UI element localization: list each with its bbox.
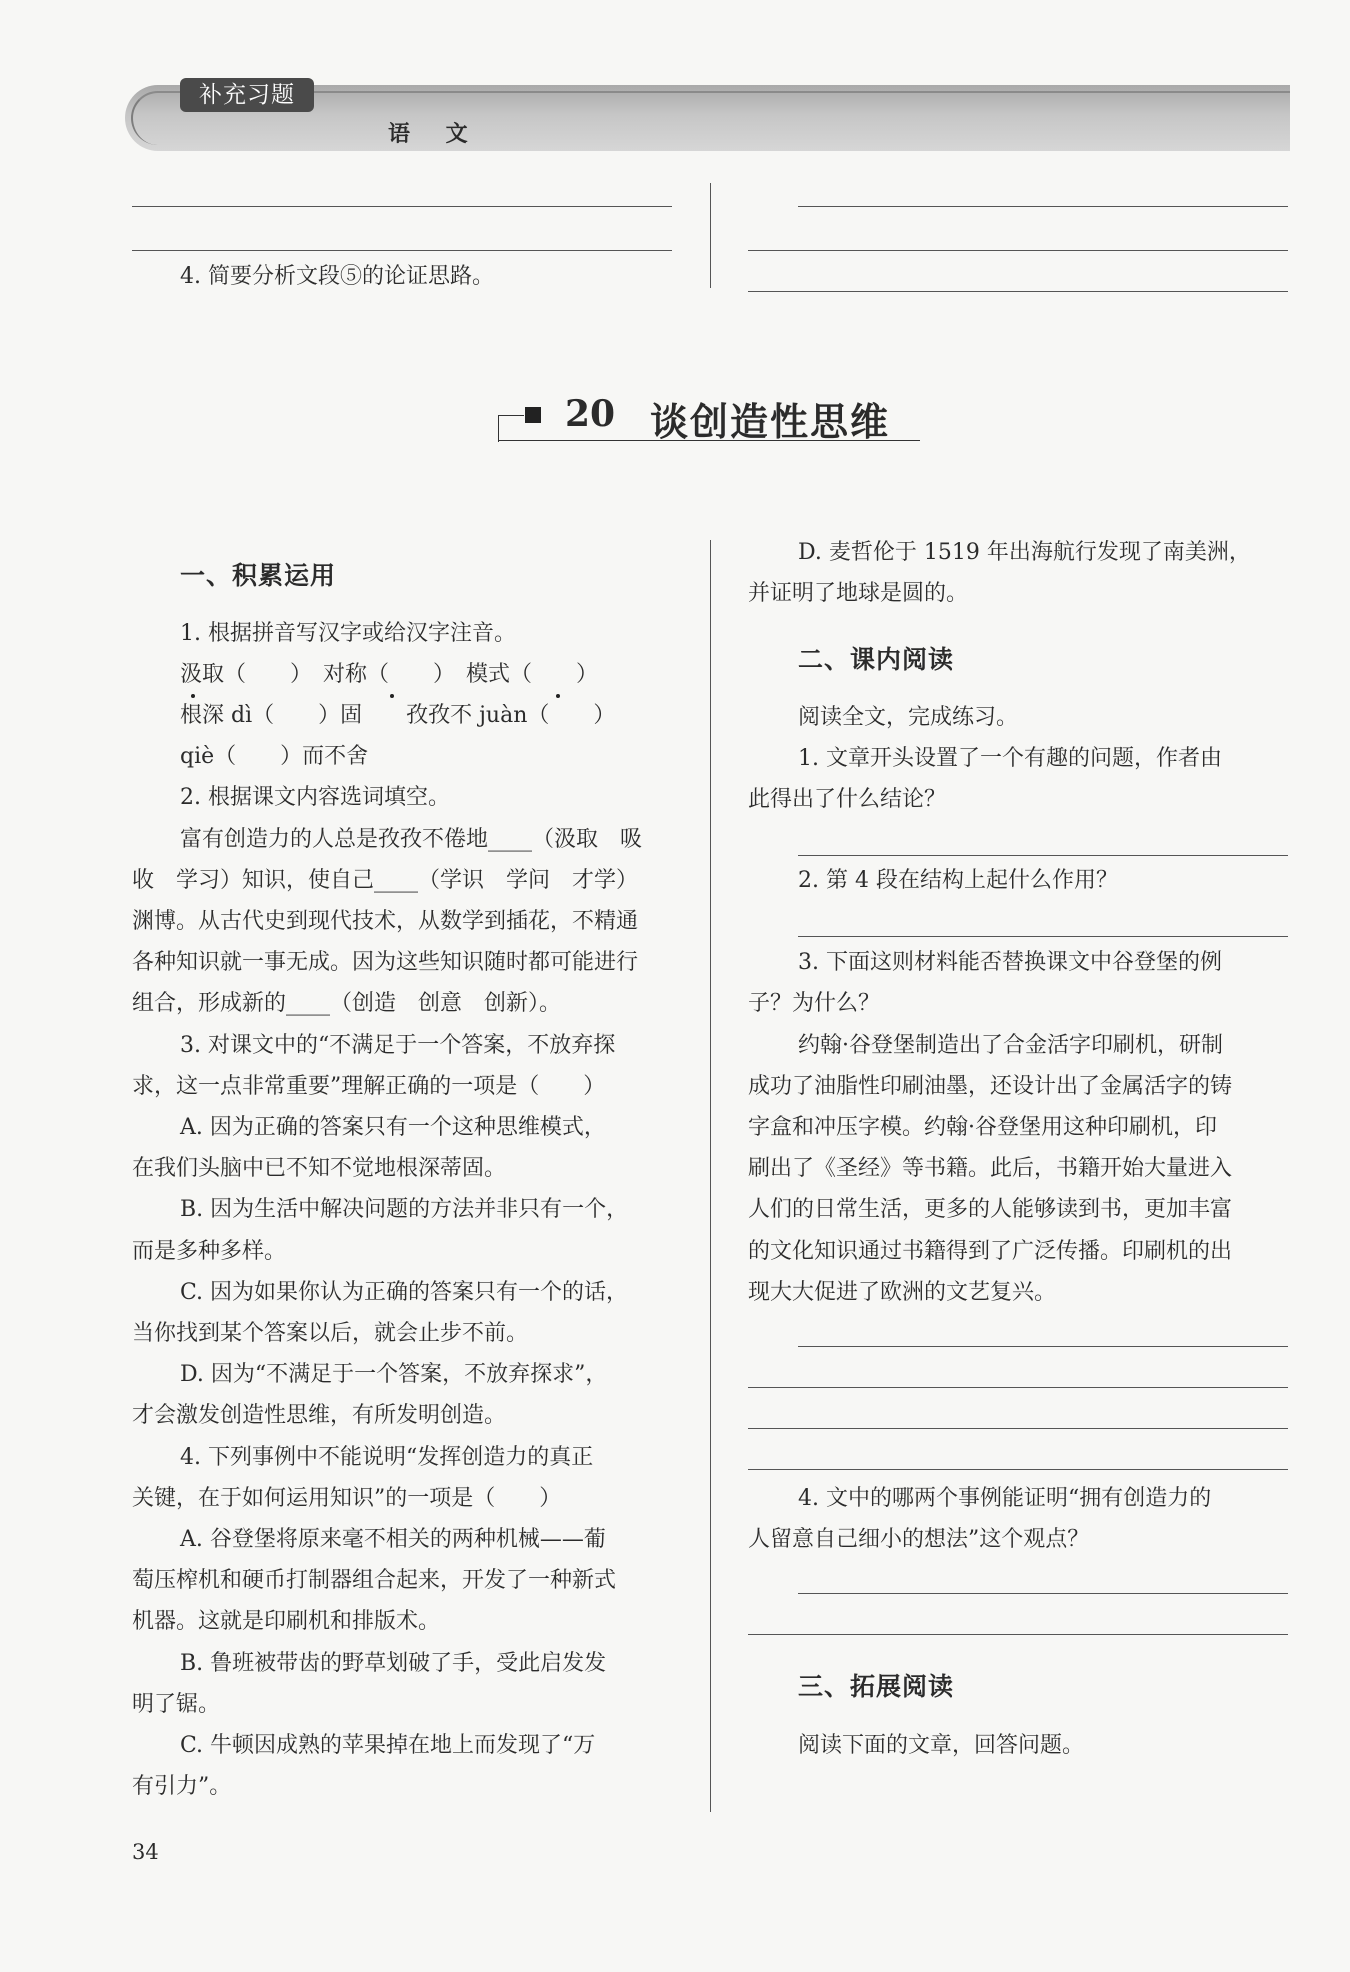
text-line: 组合，形成新的____（创造 创意 创新）。 <box>132 991 562 1016</box>
text-line: C. 因为如果你认为正确的答案只有一个的话， <box>180 1280 629 1305</box>
material-line: 的文化知识通过书籍得到了广泛传播。印刷机的出 <box>748 1239 1233 1264</box>
text-line: 汲取（ ） 对称（ ） 模式（ ） <box>180 662 599 687</box>
text-line: 各种知识就一事无成。因为这些知识随时都可能进行 <box>132 950 639 975</box>
answer-line <box>798 855 1288 856</box>
lesson-number: 20 <box>565 393 616 435</box>
answer-line <box>798 1593 1288 1594</box>
text-line: 收 学习）知识，使自己____（学识 学问 才学） <box>132 868 639 893</box>
material-line: 现大大促进了欧洲的文艺复兴。 <box>748 1280 1057 1305</box>
answer-line <box>132 206 672 207</box>
answer-line <box>748 1387 1288 1388</box>
option-d-line1: D. 麦哲伦于 1519 年出海航行发现了南美洲， <box>798 540 1251 565</box>
text-line: 明了锯。 <box>132 1692 221 1717</box>
answer-line <box>748 1634 1288 1635</box>
emphasis-dot <box>556 694 560 698</box>
text-line: C. 牛顿因成熟的苹果掉在地上而发现了“万 <box>180 1733 596 1758</box>
text-line: A. 谷登堡将原来毫不相关的两种机械——葡 <box>180 1527 606 1552</box>
text-line: qiè（ ）而不舍 <box>180 744 369 769</box>
question-3-line2: 子？为什么？ <box>748 991 881 1016</box>
text-line: 才会激发创造性思维，有所发明创造。 <box>132 1403 507 1428</box>
text-line: 求，这一点非常重要”理解正确的一项是（ ） <box>132 1074 606 1099</box>
material-line: 人们的日常生活，更多的人能够读到书，更加丰富 <box>748 1197 1233 1222</box>
question-2: 2. 第 4 段在结构上起什么作用？ <box>798 868 1118 893</box>
answer-line <box>748 1428 1288 1429</box>
title-square-icon <box>525 407 541 423</box>
page-number: 34 <box>132 1840 159 1864</box>
text-line: 4. 下列事例中不能说明“发挥创造力的真正 <box>180 1445 594 1470</box>
text-line: 1. 根据拼音写汉字或给汉字注音。 <box>180 621 516 646</box>
text-line: 根深 dì（ ）固 孜孜不 juàn（ ） <box>180 703 616 728</box>
question-3-line1: 3. 下面这则材料能否替换课文中谷登堡的例 <box>798 950 1222 975</box>
section-heading-1: 一、积累运用 <box>180 561 337 590</box>
text-line: 在我们头脑中已不知不觉地根深蒂固。 <box>132 1156 507 1181</box>
text-line: A. 因为正确的答案只有一个这种思维模式， <box>180 1115 606 1140</box>
section-heading-2: 二、课内阅读 <box>798 645 955 674</box>
top-question-4: 4. 简要分析文段⑤的论证思路。 <box>180 264 494 289</box>
question-4-line2: 人留意自己细小的想法”这个观点？ <box>748 1527 1090 1552</box>
answer-line <box>798 206 1288 207</box>
material-line: 成功了油脂性印刷油墨，还设计出了金属活字的铸 <box>748 1074 1233 1099</box>
text-line: 关键，在于如何运用知识”的一项是（ ） <box>132 1486 562 1511</box>
title-bracket <box>498 415 524 442</box>
answer-line <box>748 250 1288 251</box>
text-line: 渊博。从古代史到现代技术，从数学到插花，不精通 <box>132 909 639 934</box>
text-line: 3. 对课文中的“不满足于一个答案，不放弃探 <box>180 1033 616 1058</box>
question-1-line2: 此得出了什么结论？ <box>748 787 947 812</box>
text-line: D. 因为“不满足于一个答案，不放弃探求”， <box>180 1362 608 1387</box>
section-heading-3: 三、拓展阅读 <box>798 1672 955 1701</box>
answer-line <box>748 291 1288 292</box>
material-line: 约翰·谷登堡制造出了合金活字印刷机，研制 <box>798 1033 1223 1058</box>
emphasis-dot <box>390 694 394 698</box>
text-line: 2. 根据课文内容选词填空。 <box>180 785 450 810</box>
text-line: 有引力”。 <box>132 1774 232 1799</box>
option-d-line2: 并证明了地球是圆的。 <box>748 581 969 606</box>
text-line: 萄压榨机和硬币打制器组合起来，开发了一种新式 <box>132 1568 617 1593</box>
material-line: 字盒和冲压字模。约翰·谷登堡用这种印刷机，印 <box>748 1115 1217 1140</box>
reading-instruction: 阅读全文，完成练习。 <box>798 705 1019 730</box>
answer-line <box>798 1346 1288 1347</box>
text-line: B. 因为生活中解决问题的方法并非只有一个， <box>180 1197 629 1222</box>
extended-reading-instruction: 阅读下面的文章，回答问题。 <box>798 1733 1085 1758</box>
answer-line <box>132 250 672 251</box>
question-4-line1: 4. 文中的哪两个事例能证明“拥有创造力的 <box>798 1486 1212 1511</box>
answer-line <box>798 936 1288 937</box>
lesson-title: 谈创造性思维 <box>650 400 891 444</box>
text-line: B. 鲁班被带齿的野草划破了手，受此启发发 <box>180 1651 607 1676</box>
header-badge: 补充习题 <box>180 78 314 112</box>
text-line: 富有创造力的人总是孜孜不倦地____（汲取 吸 <box>180 827 643 852</box>
text-line: 当你找到某个答案以后，就会止步不前。 <box>132 1321 529 1346</box>
material-line: 刷出了《圣经》等书籍。此后，书籍开始大量进入 <box>748 1156 1233 1181</box>
text-line: 而是多种多样。 <box>132 1239 287 1264</box>
column-divider <box>710 540 711 1812</box>
question-1-line1: 1. 文章开头设置了一个有趣的问题，作者由 <box>798 746 1222 771</box>
answer-line <box>748 1469 1288 1470</box>
text-line: 机器。这就是印刷机和排版术。 <box>132 1609 441 1634</box>
header-subject: 语 文 <box>388 122 482 147</box>
emphasis-dot <box>191 694 195 698</box>
column-divider <box>710 183 711 288</box>
